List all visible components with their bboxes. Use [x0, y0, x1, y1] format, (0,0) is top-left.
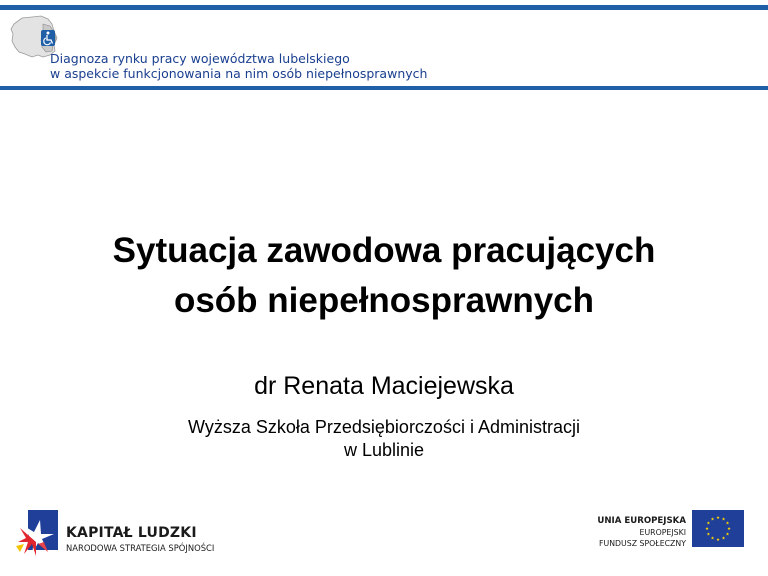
- slide-header: [0, 0, 768, 92]
- eu-star-icon: ★: [710, 535, 715, 541]
- eu-star-icon: ★: [704, 526, 710, 532]
- eu-star-icon: ★: [721, 516, 726, 522]
- eu-star-icon: ★: [710, 516, 715, 522]
- kapital-ludzki-name: KAPITAŁ LUDZKI: [66, 525, 197, 541]
- eu-star-icon: ★: [706, 520, 711, 526]
- kapital-ludzki-subtitle: NARODOWA STRATEGIA SPÓJNOŚCI: [66, 543, 215, 553]
- eu-star-icon: ★: [726, 526, 732, 532]
- kapital-ludzki-star-icon: [14, 508, 60, 558]
- eu-star-icon: ★: [725, 531, 730, 537]
- project-title-line2: w aspekcie funkcjonowania na nim osób niepełnosprawnych: [50, 66, 428, 81]
- eu-star-icon: ★: [725, 520, 730, 526]
- header-bottom-rule: [0, 86, 768, 90]
- eu-flag-icon: [692, 510, 744, 547]
- eu-fund-label: [597, 515, 686, 549]
- eu-star-icon: ★: [721, 535, 726, 541]
- eu-star-icon: ★: [715, 537, 721, 543]
- slide-title: [0, 226, 768, 326]
- project-title-line1: Diagnoza rynku pracy województwa lubelskiego: [50, 51, 350, 66]
- institution-line2: w Lublinie: [343, 440, 425, 460]
- author-name: dr Renata Maciejewska: [254, 372, 514, 400]
- slide-title-line2: osób niepełnosprawnych: [173, 281, 595, 320]
- slide-title-line1: Sytuacja zawodowa pracujących: [112, 231, 656, 270]
- eu-label-line2: EUROPEJSKI: [639, 528, 686, 537]
- eu-label-line1: UNIA EUROPEJSKA: [597, 516, 686, 526]
- institution-line1: Wyższa Szkoła Przedsiębiorczości i Administracji: [188, 417, 580, 437]
- eu-star-icon: ★: [715, 515, 721, 521]
- eu-star-icon: ★: [706, 531, 711, 537]
- header-top-rule: [0, 5, 768, 10]
- eu-label-line3: FUNDUSZ SPOŁECZNY: [599, 539, 686, 548]
